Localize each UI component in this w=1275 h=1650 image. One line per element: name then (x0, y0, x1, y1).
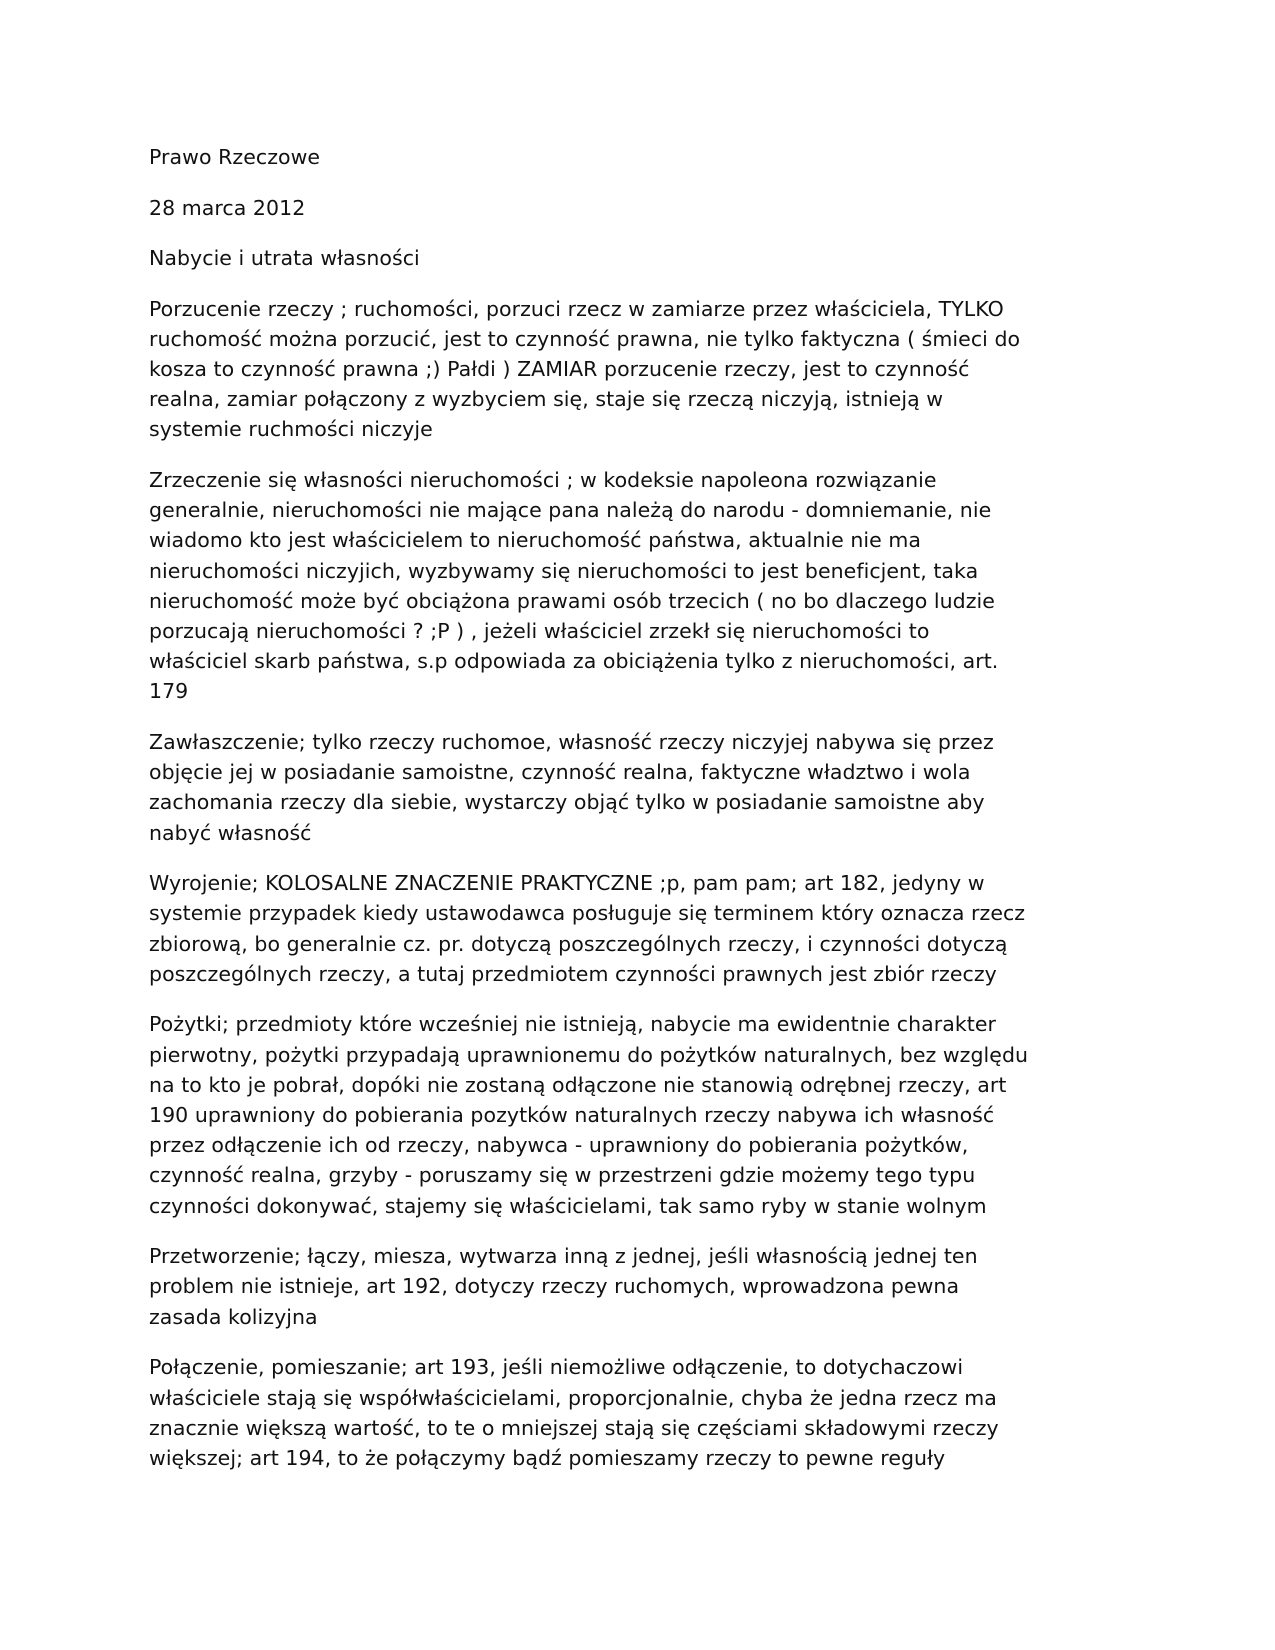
paragraph-line: nieruchomość może być obciążona prawami osób trzecich ( no bo dlaczego ludzie (149, 588, 995, 613)
document-subtitle (149, 243, 1109, 273)
paragraph-wyrojenie (149, 868, 1109, 989)
paragraph-zawlaszczenie (149, 727, 1109, 848)
paragraph-pozytki (149, 1009, 1109, 1220)
paragraph-line: na to kto je pobrał, dopóki nie zostaną odłączone nie stanowią odrębnej rzeczy, art (149, 1072, 1007, 1097)
paragraph-line: Wyrojenie; KOLOSALNE ZNACZENIE PRAKTYCZNE ;p, pam pam; art 182, jedyny w (149, 871, 985, 896)
paragraph-line: przez odłączenie ich od rzeczy, nabywca - uprawniony do pobierania pożytków, (149, 1133, 969, 1158)
paragraph-line: Porzucenie rzeczy ; ruchomości, porzuci rzecz w zamiarze przez właściciela, TYLKO (149, 296, 1004, 321)
paragraph-line: 179 (149, 679, 189, 704)
subtitle-text: Nabycie i utrata własności (149, 246, 420, 270)
paragraph-line: Pożytki; przedmioty które wcześniej nie istnieją, nabycie ma ewidentnie charakter (149, 1012, 997, 1037)
paragraph-line: czynności dokonywać, stajemy się właścicielami, tak samo ryby w stanie wolnym (149, 1193, 987, 1218)
paragraph-line: objęcie jej w posiadanie samoistne, czynność realna, faktyczne władztwo i wola (149, 760, 971, 785)
paragraph-line: Połączenie, pomieszanie; art 193, jeśli niemożliwe odłączenie, to dotychaczowi (149, 1355, 964, 1380)
paragraph-line: pierwotny, pożytki przypadają uprawnionemu do pożytków naturalnych, bez względu (149, 1042, 1029, 1067)
paragraph-line: czynność realna, grzyby - poruszamy się w przestrzeni gdzie możemy tego typu (149, 1163, 976, 1188)
title-text: Prawo Rzeczowe (149, 145, 321, 169)
paragraph-line: właściciele stają się współwłaścicielami, proporcjonalnie, chyba że jedna rzecz ma (149, 1385, 997, 1410)
paragraph-line: systemie ruchmości niczyje (149, 417, 433, 442)
paragraph-line: ruchomość można porzucić, jest to czynność prawna, nie tylko faktyczna ( śmieci do (149, 326, 1021, 351)
document-title (149, 142, 1109, 172)
paragraph-line: właściciel skarb państwa, s.p odpowiada za obiciążenia tylko z nieruchomości, art. (149, 649, 999, 674)
paragraph-line: Zrzeczenie się własności nieruchomości ; w kodeksie napoleona rozwiązanie (149, 467, 937, 492)
paragraph-line: kosza to czynność prawna ;) Pałdi ) ZAMIAR porzucenie rzeczy, jest to czynność (149, 356, 970, 381)
paragraph-porzucenie (149, 294, 1109, 445)
paragraph-polaczenie (149, 1352, 1109, 1473)
paragraph-line: większej; art 194, to że połączymy bądź pomieszamy rzeczy to pewne reguły (149, 1445, 946, 1470)
paragraph-line: zasada kolizyjna (149, 1304, 318, 1329)
paragraph-line: poszczególnych rzeczy, a tutaj przedmiotem czynności prawnych jest zbiór rzeczy (149, 961, 997, 986)
paragraph-line: wiadomo kto jest właścicielem to nieruchomość państwa, aktualnie nie ma (149, 528, 921, 553)
paragraph-line: Zawłaszczenie; tylko rzeczy ruchomoe, własność rzeczy niczyjej nabywa się przez (149, 729, 994, 754)
paragraph-przetworzenie (149, 1241, 1109, 1332)
paragraph-line: zbiorową, bo generalnie cz. pr. dotyczą poszczególnych rzeczy, i czynności dotyczą (149, 931, 1008, 956)
paragraph-line: nieruchomości niczyjich, wyzbywamy się nieruchomości to jest beneficjent, taka (149, 558, 979, 583)
paragraph-line: 190 uprawniony do pobierania pozytków naturalnych rzeczy nabywa ich własność (149, 1103, 995, 1127)
date-text: 28 marca 2012 (149, 195, 306, 220)
paragraph-line: problem nie istnieje, art 192, dotyczy rzeczy ruchomych, wprowadzona pewna (149, 1274, 960, 1299)
paragraph-line: Przetworzenie; łączy, miesza, wytwarza inną z jednej, jeśli własnością jednej ten (149, 1244, 978, 1269)
paragraph-zrzeczenie (149, 465, 1109, 707)
paragraph-line: realna, zamiar połączony z wyzbyciem się, staje się rzeczą niczyją, istnieją w (149, 387, 944, 412)
document-date (149, 193, 1109, 223)
paragraph-line: zachomania rzeczy dla siebie, wystarczy objąć tylko w posiadanie samoistne aby (149, 790, 985, 815)
paragraph-line: generalnie, nieruchomości nie mające pana należą do narodu - domniemanie, nie (149, 498, 992, 523)
document-body (149, 142, 1109, 1494)
paragraph-line: systemie przypadek kiedy ustawodawca posługuje się terminem który oznacza rzecz (149, 901, 1026, 926)
paragraph-line: nabyć własność (149, 820, 312, 845)
paragraph-line: porzucają nieruchomości ? ;P ) , jeżeli właściciel zrzekł się nieruchomości to (149, 618, 930, 643)
paragraph-line: znacznie większą wartość, to te o mniejszej stają się częściami składowymi rzeczy (149, 1415, 999, 1440)
